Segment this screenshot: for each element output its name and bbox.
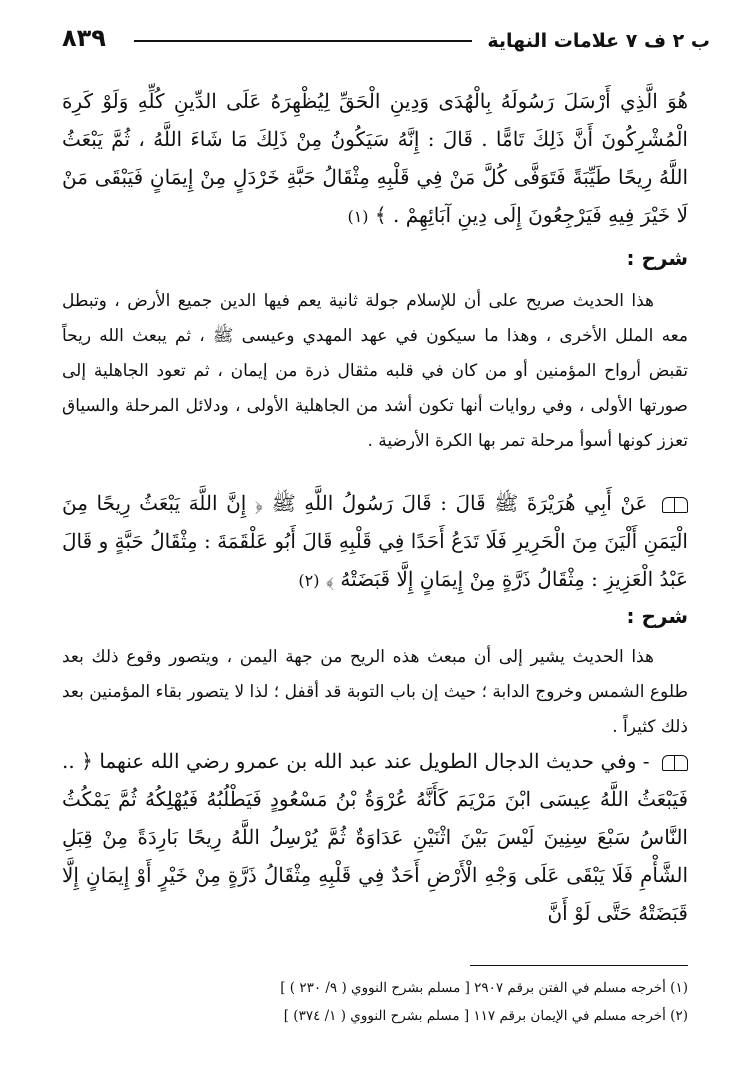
sharh-text: هذا الحديث صريح على أن للإسلام جولة ثانية يعم فيها الدين جميع الأرض ، وتبطل معه الملل الأخرى ، وهذا ما سيكون في عهد المهدي وعيسى ﷺ ، ثم يبعث الله ريحاً تقبض أرواح المؤمنين أو من كان في قلبه مثقال ذرة من إيمان ، ثم تعود الجاهلية إلى صورتها الأولى ، وفي روايات أنها تكون أشد من الجاهلية الأولى ، ودلائل المرحلة والسياق تعزز كونها أسوأ مرحلة تمر بها الكرة الأرضية . [62,291,688,451]
hadith-intro: - وفي حديث الدجال الطويل عند عبد الله بن عمرو رضي الله عنهما [99,749,650,773]
sharh-text: هذا الحديث يشير إلى أن مبعث هذه الريح من جهة اليمن ، ويتصور وقوع ذلك بعد طلوع الشمس وخروج الدابة ؛ حيث إن باب التوبة قد أقفل ؛ لذا لا يتصور بقاء المؤمنين بعد ذلك كثيراً . [62,647,688,737]
sharh-heading-1: شرح : [626,246,688,270]
footnote-ref: (٢) [298,571,320,590]
sharh-paragraph-2 [62,640,688,745]
opening-bracket: ﴿ .. [62,749,93,773]
sharh-paragraph-1 [62,284,688,459]
footnotes [62,974,688,1030]
sharh-heading-2: شرح : [626,604,688,628]
hadith-block-3 [62,742,688,932]
hadith-text: هُوَ الَّذِي أَرْسَلَ رَسُولَهُ بِالْهُدَى وَدِينِ الْحَقِّ لِيُظْهِرَهُ عَلَى الدِّينِ كُلِّهِ وَلَوْ كَرِهَ الْمُشْرِكُونَ أَنَّ ذَلِكَ تَامًّا . قَالَ : إِنَّهُ سَيَكُونُ مِنْ ذَلِكَ مَا شَاءَ اللَّهُ ، ثُمَّ يَبْعَثُ اللَّهُ رِيحًا طَيِّبَةً فَتَوَفَّى كُلَّ مَنْ فِي قَلْبِهِ مِثْقَالُ حَبَّةِ خَرْدَلٍ مِنْ إِيمَانٍ فَيَبْقَى مَنْ لَا خَيْرَ فِيهِ فَيَرْجِعُونَ إِلَى دِينِ آبَائِهِمْ . [62,89,688,227]
footnote-2: (٢) أخرجه مسلم في الإيمان برقم ١١٧ [ مسلم بشرح النووي ( ١/ ٣٧٤) ] [283,1008,688,1024]
footnote-ref: (١) [347,207,369,226]
running-header-title: ب ٢ ف ٧ علامات النهاية [487,30,710,52]
opening-bracket: ﴿ [254,491,264,515]
footnote-separator [470,965,688,966]
hadith-intro: عَنْ أَبِي هُرَيْرَةَ ﷺ قَالَ : قَالَ رَسُولُ اللَّهِ ﷺ [271,491,648,515]
hadith-text: فَيَبْعَثُ اللَّهُ عِيسَى ابْنَ مَرْيَمَ كَأَنَّهُ عُرْوَةُ بْنُ مَسْعُودٍ فَيَطْلُبُهُ فَيُهْلِكُهُ ثُمَّ يَمْكُثُ النَّاسُ سَبْعَ سِنِينَ لَيْسَ بَيْنَ اثْنَيْنِ عَدَاوَةٌ ثُمَّ يُرْسِلُ اللَّهُ رِيحًا بَارِدَةً مِنْ قِبَلِ الشَّأْمِ فَلَا يَبْقَى عَلَى وَجْهِ الْأَرْضِ أَحَدٌ فِي قَلْبِهِ مِثْقَالُ ذَرَّةٍ مِنْ خَيْرٍ أَوْ إِيمَانٍ إِلَّا قَبَضَتْهُ حَتَّى لَوْ أَنَّ [62,787,688,925]
closing-bracket: ﴾ [374,203,387,227]
footnote-1: (١) أخرجه مسلم في الفتن برقم ٢٩٠٧ [ مسلم بشرح النووي ( ٩/ ٢٣٠ ) ] [280,980,688,996]
running-header [62,24,710,64]
hadith-block-2 [62,484,688,600]
header-rule [134,40,472,42]
page-number: ٨٣٩ [62,24,106,52]
open-book-icon [662,497,688,513]
closing-bracket: ﴾ [325,567,335,591]
open-book-icon [662,755,688,771]
hadith-text: إِنَّ اللَّهَ يَبْعَثُ رِيحًا مِنَ الْيَمَنِ أَلْيَنَ مِنَ الْحَرِيرِ فَلَا تَدَعُ أَحَدًا فِي قَلْبِهِ قَالَ أَبُو عَلْقَمَةَ : مِثْقَالُ حَبَّةٍ و قَالَ عَبْدُ الْعَزِيزِ : مِثْقَالُ ذَرَّةٍ مِنْ إِيمَانٍ إِلَّا قَبَضَتْهُ [62,491,688,591]
hadith-block-1 [62,82,688,236]
